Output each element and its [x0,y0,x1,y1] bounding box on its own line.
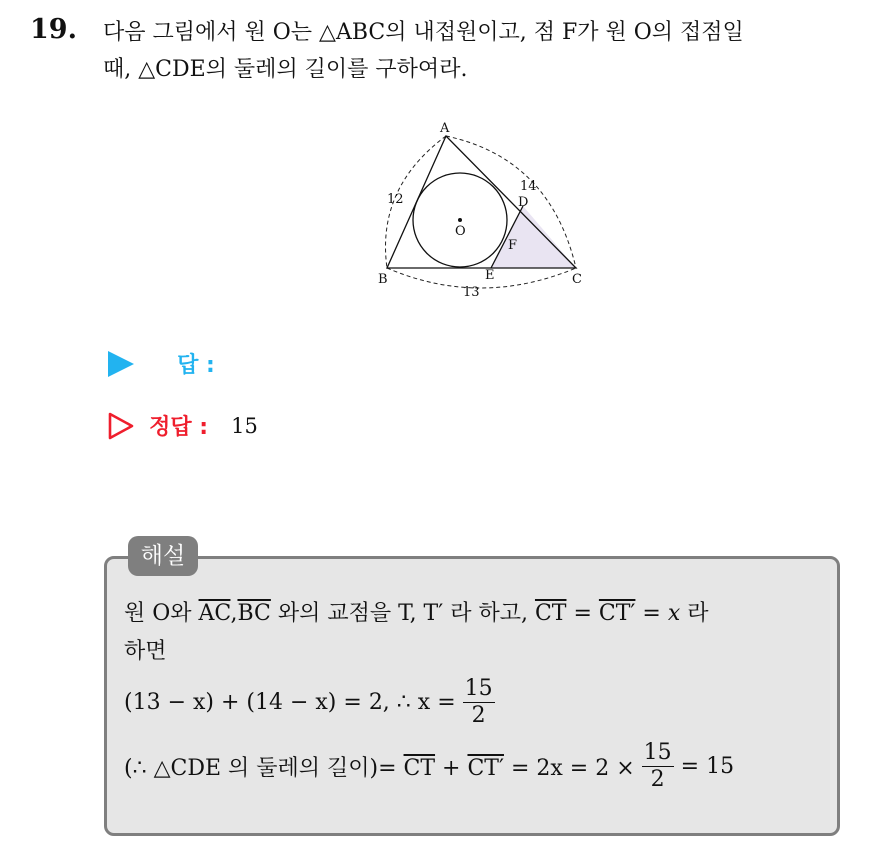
sol-text-1c: 라 [680,601,709,626]
answer-label: 답 : [177,353,215,378]
var-x: x [667,601,681,626]
label-a: A [440,121,450,136]
triangle-incircle-figure [370,118,600,300]
sol-text-1b: 와의 교점을 T, T′ 라 하고, [270,601,535,626]
correct-answer-row [108,410,258,441]
solution-line-2: 하면 [124,639,167,664]
question-line-1: 다음 그림에서 원 O는 △ABC의 내접원이고, 점 F가 원 O의 접점일 [103,20,744,45]
question-line-2: 때, △CDE의 둘레의 길이를 구하여라. [103,57,468,82]
label-c: C [572,272,582,287]
outline-arrow-icon [108,412,134,440]
segment-ctp-2: CT′ [467,756,504,781]
segment-bc: $\overline{BC}$ [237,601,271,626]
frac-num-b: 15 [643,740,672,765]
label-b: B [378,272,388,287]
label-o: O [455,224,466,239]
label-e: E [485,268,495,283]
solution-line-3 [124,676,495,729]
segment-ac: $\overline{AC}$ [198,601,231,626]
sol-text-1a: 원 O와 [124,601,199,626]
center-o-dot [458,218,462,222]
correct-value: 15 [231,413,258,438]
solution-badge: 해설 [128,536,198,576]
solution-line-1 [124,596,709,627]
solution-line-4 [124,740,734,793]
correct-label: 정답 : [149,415,209,440]
sol-text-4c: = 15 [680,754,735,779]
sol-text-4a: (∴ △CDE 의 둘레의 길이)= [124,756,404,781]
sol-plus: + [435,756,468,781]
frac-den: 2 [471,703,486,728]
fraction-15-2 [463,676,495,729]
segment-ct-2: $\overline{CT}$ [403,756,436,781]
segment-ct: $\overline{CT}$ [534,601,567,626]
fraction-15-2-b [642,740,674,793]
sol-eq2: = [635,601,668,626]
sol-comma: , [230,601,238,626]
sol-eq: = [566,601,599,626]
sol-equation: (13 − x) + (14 − x) = 2, ∴ x = [124,690,456,715]
segment-ctp: CT′ [598,601,636,626]
question-number: 19. [30,14,77,45]
play-arrow-icon [108,351,134,377]
question-text [103,14,873,88]
frac-num: 15 [464,676,493,701]
label-f: F [508,238,518,253]
length-bc: 13 [463,285,480,300]
arc-bc [387,268,576,288]
answer-row [108,348,215,379]
sol-text-4b: = 2x = 2 × [503,756,642,781]
label-d: D [518,195,529,210]
length-ac: 14 [520,179,537,194]
frac-den-b: 2 [650,767,665,792]
length-ab: 12 [387,192,404,207]
